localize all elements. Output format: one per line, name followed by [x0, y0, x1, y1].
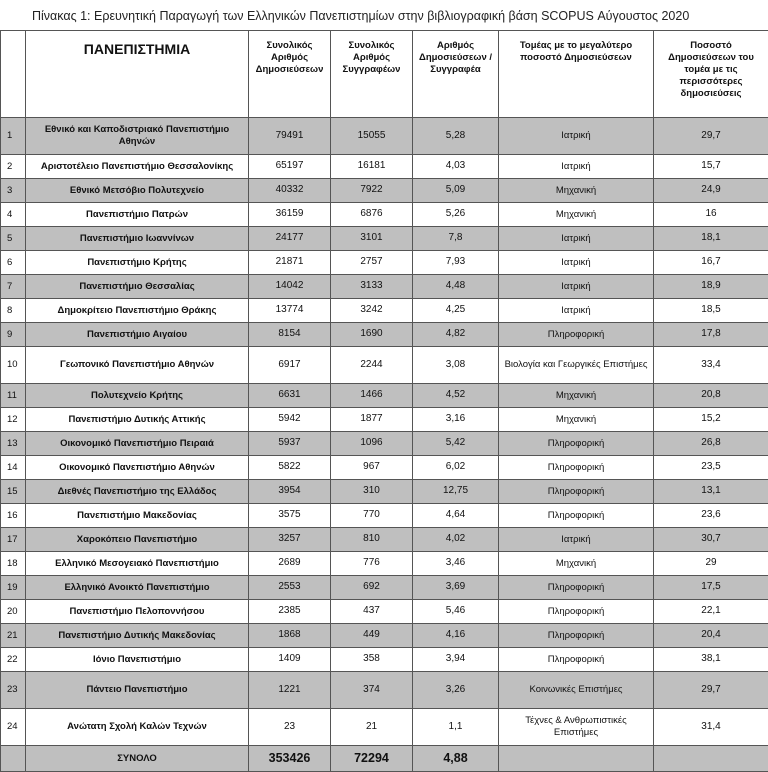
pubs-per-author: 4,64	[413, 504, 499, 528]
row-index: 1	[1, 118, 26, 155]
university-name: Εθνικό και Καποδιστριακό Πανεπιστήμιο Αθηνών	[26, 118, 249, 155]
university-name: Διεθνές Πανεπιστήμιο της Ελλάδος	[26, 480, 249, 504]
table-row	[1, 709, 768, 746]
top-field-percent: 16,7	[654, 251, 768, 275]
row-index: 21	[1, 624, 26, 648]
authors-count: 1877	[331, 408, 413, 432]
authors-count: 1690	[331, 323, 413, 347]
university-name: Πανεπιστήμιο Κρήτης	[26, 251, 249, 275]
row-index: 3	[1, 179, 26, 203]
top-field-percent: 29	[654, 552, 768, 576]
table-caption: Πίνακας 1: Ερευνητική Παραγωγή των Ελληνικών Πανεπιστημίων στην βιβλιογραφική βάση SCOPUS Αύγουστος 2020	[32, 9, 689, 23]
publications-count: 79491	[249, 118, 331, 155]
top-field: Τέχνες & Ανθρωπιστικές Επιστήμες	[499, 709, 654, 746]
row-index: 7	[1, 275, 26, 299]
top-field-percent: 18,1	[654, 227, 768, 251]
header-authors: Συνολικός Αριθμός Συγγραφέων	[331, 31, 413, 118]
top-field: Πληροφορική	[499, 432, 654, 456]
university-name: Αριστοτέλειο Πανεπιστήμιο Θεσσαλονίκης	[26, 155, 249, 179]
top-field-percent: 20,4	[654, 624, 768, 648]
pubs-per-author: 4,03	[413, 155, 499, 179]
top-field: Ιατρική	[499, 155, 654, 179]
authors-count: 3101	[331, 227, 413, 251]
header-university: ΠΑΝΕΠΙΣΤΗΜΙΑ	[26, 31, 249, 118]
row-index: 24	[1, 709, 26, 746]
header-field: Τομέας με το μεγαλύτερο ποσοστό Δημοσιεύσεων	[499, 31, 654, 118]
university-name: Εθνικό Μετσόβιο Πολυτεχνείο	[26, 179, 249, 203]
publications-count: 13774	[249, 299, 331, 323]
total-authors: 72294	[331, 746, 413, 772]
pubs-per-author: 4,16	[413, 624, 499, 648]
pubs-per-author: 3,46	[413, 552, 499, 576]
university-name: Ελληνικό Μεσογειακό Πανεπιστήμιο	[26, 552, 249, 576]
publications-count: 2553	[249, 576, 331, 600]
university-name: Πανεπιστήμιο Πατρών	[26, 203, 249, 227]
publications-count: 21871	[249, 251, 331, 275]
university-name: Πανεπιστήμιο Αιγαίου	[26, 323, 249, 347]
row-index: 22	[1, 648, 26, 672]
top-field-percent: 29,7	[654, 118, 768, 155]
pubs-per-author: 12,75	[413, 480, 499, 504]
top-field-percent: 15,7	[654, 155, 768, 179]
publications-count: 3257	[249, 528, 331, 552]
publications-count: 5822	[249, 456, 331, 480]
row-index: 13	[1, 432, 26, 456]
top-field: Πληροφορική	[499, 576, 654, 600]
row-index: 17	[1, 528, 26, 552]
row-index: 14	[1, 456, 26, 480]
table-row	[1, 456, 768, 480]
row-index: 8	[1, 299, 26, 323]
total-label: ΣΥΝΟΛΟ	[26, 746, 249, 772]
total-field	[499, 746, 654, 772]
authors-count: 776	[331, 552, 413, 576]
publications-count: 24177	[249, 227, 331, 251]
pubs-per-author: 5,28	[413, 118, 499, 155]
authors-count: 358	[331, 648, 413, 672]
top-field-percent: 24,9	[654, 179, 768, 203]
table-row	[1, 648, 768, 672]
row-index: 4	[1, 203, 26, 227]
table-row	[1, 528, 768, 552]
top-field-percent: 18,5	[654, 299, 768, 323]
pubs-per-author: 4,25	[413, 299, 499, 323]
table-row	[1, 251, 768, 275]
row-index: 10	[1, 347, 26, 384]
authors-count: 310	[331, 480, 413, 504]
table-row	[1, 576, 768, 600]
header-percent: Ποσοστό Δημοσιεύσεων του τομέα με τις περισσότερες δημοσιεύσεις	[654, 31, 768, 118]
university-name: Πανεπιστήμιο Ιωαννίνων	[26, 227, 249, 251]
top-field-percent: 15,2	[654, 408, 768, 432]
publications-count: 65197	[249, 155, 331, 179]
top-field-percent: 38,1	[654, 648, 768, 672]
table-row	[1, 504, 768, 528]
top-field-percent: 26,8	[654, 432, 768, 456]
row-index: 15	[1, 480, 26, 504]
authors-count: 810	[331, 528, 413, 552]
pubs-per-author: 3,08	[413, 347, 499, 384]
publications-count: 6917	[249, 347, 331, 384]
row-index: 11	[1, 384, 26, 408]
authors-count: 1096	[331, 432, 413, 456]
row-index: 2	[1, 155, 26, 179]
authors-count: 3242	[331, 299, 413, 323]
row-index: 12	[1, 408, 26, 432]
top-field: Πληροφορική	[499, 648, 654, 672]
authors-count: 15055	[331, 118, 413, 155]
university-name: Ανώτατη Σχολή Καλών Τεχνών	[26, 709, 249, 746]
university-name: Οικονομικό Πανεπιστήμιο Αθηνών	[26, 456, 249, 480]
publications-count: 6631	[249, 384, 331, 408]
authors-count: 437	[331, 600, 413, 624]
authors-count: 2757	[331, 251, 413, 275]
table-row	[1, 275, 768, 299]
pubs-per-author: 5,42	[413, 432, 499, 456]
top-field-percent: 13,1	[654, 480, 768, 504]
table-row	[1, 480, 768, 504]
top-field-percent: 17,8	[654, 323, 768, 347]
publications-count: 36159	[249, 203, 331, 227]
top-field: Πληροφορική	[499, 456, 654, 480]
universities-table	[0, 30, 768, 772]
header-per-author: Αριθμός Δημοσιεύσεων /Συγγραφέα	[413, 31, 499, 118]
top-field: Ιατρική	[499, 227, 654, 251]
top-field-percent: 23,5	[654, 456, 768, 480]
pubs-per-author: 4,52	[413, 384, 499, 408]
top-field-percent: 33,4	[654, 347, 768, 384]
total-row	[1, 746, 768, 772]
top-field-percent: 30,7	[654, 528, 768, 552]
university-name: Πολυτεχνείο Κρήτης	[26, 384, 249, 408]
table-row	[1, 118, 768, 155]
publications-count: 23	[249, 709, 331, 746]
top-field-percent: 16	[654, 203, 768, 227]
table-row	[1, 203, 768, 227]
row-index: 9	[1, 323, 26, 347]
university-name: Γεωπονικό Πανεπιστήμιο Αθηνών	[26, 347, 249, 384]
top-field: Πληροφορική	[499, 624, 654, 648]
table-row	[1, 672, 768, 709]
pubs-per-author: 1,1	[413, 709, 499, 746]
top-field-percent: 29,7	[654, 672, 768, 709]
table-row	[1, 432, 768, 456]
university-name: Ιόνιο Πανεπιστήμιο	[26, 648, 249, 672]
top-field-percent: 20,8	[654, 384, 768, 408]
row-index: 23	[1, 672, 26, 709]
university-name: Πανεπιστήμιο Μακεδονίας	[26, 504, 249, 528]
header-index	[1, 31, 26, 118]
authors-count: 2244	[331, 347, 413, 384]
row-index: 5	[1, 227, 26, 251]
university-name: Δημοκρίτειο Πανεπιστήμιο Θράκης	[26, 299, 249, 323]
pubs-per-author: 3,26	[413, 672, 499, 709]
university-name: Πανεπιστήμιο Δυτικής Αττικής	[26, 408, 249, 432]
pubs-per-author: 6,02	[413, 456, 499, 480]
total-per-author: 4,88	[413, 746, 499, 772]
publications-count: 2385	[249, 600, 331, 624]
pubs-per-author: 3,94	[413, 648, 499, 672]
table-row	[1, 552, 768, 576]
authors-count: 21	[331, 709, 413, 746]
pubs-per-author: 4,02	[413, 528, 499, 552]
authors-count: 16181	[331, 155, 413, 179]
authors-count: 6876	[331, 203, 413, 227]
table-row	[1, 384, 768, 408]
pubs-per-author: 5,09	[413, 179, 499, 203]
table-body	[1, 118, 768, 746]
table-row	[1, 299, 768, 323]
publications-count: 1409	[249, 648, 331, 672]
total-percent	[654, 746, 768, 772]
top-field-percent: 23,6	[654, 504, 768, 528]
pubs-per-author: 4,48	[413, 275, 499, 299]
row-index: 16	[1, 504, 26, 528]
top-field: Πληροφορική	[499, 323, 654, 347]
table-row	[1, 323, 768, 347]
top-field: Βιολογία και Γεωργικές Επιστήμες	[499, 347, 654, 384]
header-publications: Συνολικός Αριθμός Δημοσιεύσεων	[249, 31, 331, 118]
header-row	[1, 31, 768, 118]
publications-count: 1868	[249, 624, 331, 648]
authors-count: 967	[331, 456, 413, 480]
pubs-per-author: 7,93	[413, 251, 499, 275]
top-field: Μηχανική	[499, 203, 654, 227]
publications-count: 3954	[249, 480, 331, 504]
table-row	[1, 347, 768, 384]
total-index	[1, 746, 26, 772]
top-field-percent: 18,9	[654, 275, 768, 299]
top-field-percent: 22,1	[654, 600, 768, 624]
table-row	[1, 155, 768, 179]
row-index: 18	[1, 552, 26, 576]
university-name: Πανεπιστήμιο Θεσσαλίας	[26, 275, 249, 299]
table-row	[1, 600, 768, 624]
top-field: Κοινωνικές Επιστήμες	[499, 672, 654, 709]
top-field-percent: 17,5	[654, 576, 768, 600]
authors-count: 770	[331, 504, 413, 528]
row-index: 6	[1, 251, 26, 275]
table-row	[1, 624, 768, 648]
top-field: Ιατρική	[499, 118, 654, 155]
university-name: Πανεπιστήμιο Πελοποννήσου	[26, 600, 249, 624]
authors-count: 692	[331, 576, 413, 600]
total-publications: 353426	[249, 746, 331, 772]
pubs-per-author: 5,46	[413, 600, 499, 624]
publications-count: 40332	[249, 179, 331, 203]
publications-count: 5942	[249, 408, 331, 432]
top-field: Πληροφορική	[499, 600, 654, 624]
university-name: Χαροκόπειο Πανεπιστήμιο	[26, 528, 249, 552]
authors-count: 3133	[331, 275, 413, 299]
top-field: Μηχανική	[499, 408, 654, 432]
authors-count: 449	[331, 624, 413, 648]
university-name: Πάντειο Πανεπιστήμιο	[26, 672, 249, 709]
publications-count: 3575	[249, 504, 331, 528]
table-row	[1, 179, 768, 203]
top-field: Μηχανική	[499, 179, 654, 203]
publications-count: 1221	[249, 672, 331, 709]
authors-count: 7922	[331, 179, 413, 203]
top-field: Πληροφορική	[499, 480, 654, 504]
row-index: 20	[1, 600, 26, 624]
top-field: Ιατρική	[499, 528, 654, 552]
row-index: 19	[1, 576, 26, 600]
table-row	[1, 408, 768, 432]
pubs-per-author: 7,8	[413, 227, 499, 251]
table-row	[1, 227, 768, 251]
publications-count: 2689	[249, 552, 331, 576]
top-field: Ιατρική	[499, 299, 654, 323]
top-field: Μηχανική	[499, 552, 654, 576]
university-name: Οικονομικό Πανεπιστήμιο Πειραιά	[26, 432, 249, 456]
publications-count: 5937	[249, 432, 331, 456]
pubs-per-author: 4,82	[413, 323, 499, 347]
university-name: Ελληνικό Ανοικτό Πανεπιστήμιο	[26, 576, 249, 600]
pubs-per-author: 3,69	[413, 576, 499, 600]
publications-count: 14042	[249, 275, 331, 299]
top-field-percent: 31,4	[654, 709, 768, 746]
top-field: Μηχανική	[499, 384, 654, 408]
publications-count: 8154	[249, 323, 331, 347]
pubs-per-author: 5,26	[413, 203, 499, 227]
authors-count: 1466	[331, 384, 413, 408]
top-field: Ιατρική	[499, 251, 654, 275]
top-field: Ιατρική	[499, 275, 654, 299]
pubs-per-author: 3,16	[413, 408, 499, 432]
top-field: Πληροφορική	[499, 504, 654, 528]
authors-count: 374	[331, 672, 413, 709]
university-name: Πανεπιστήμιο Δυτικής Μακεδονίας	[26, 624, 249, 648]
